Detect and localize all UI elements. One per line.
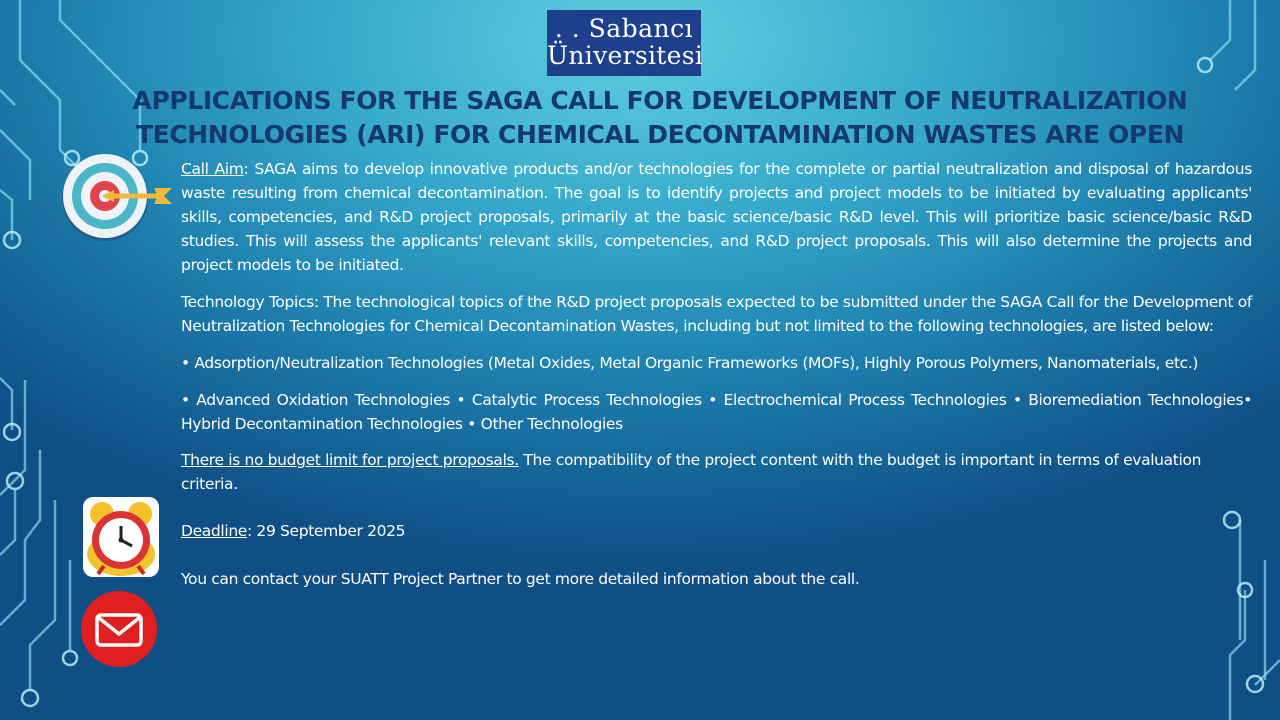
budget-label: There is no budget limit for project proposals.: [181, 451, 519, 469]
deadline-paragraph: [181, 519, 1252, 543]
call-content: [181, 157, 1252, 604]
budget-paragraph: [181, 448, 1221, 496]
page-title: APPLICATIONS FOR THE SAGA CALL FOR DEVELOPMENT OF NEUTRALIZATION TECHNOLOGIES (ARI) FOR CHEMICAL DECONTAMINATION WASTES ARE OPEN: [132, 86, 1188, 149]
call-aim-label: Call Aim: [181, 160, 244, 178]
mail-icon: [80, 590, 158, 668]
logo-line-2: Üniversitesi: [547, 41, 704, 70]
logo-line-1: . . Sabancı: [554, 14, 694, 43]
bullet-item-adsorption: • Adsorption/Neutralization Technologies (Metal Oxides, Metal Organic Frameworks (MOFs), Highly Porous Polymers, Nanomaterials, etc.): [181, 354, 1199, 372]
alarm-clock-icon: [82, 496, 160, 578]
technology-topics-paragraph: Technology Topics: The technological topics of the R&D project proposals expected to be submitted under the SAGA Call for the Development of Neutralization Technologies for Chemical Decontamination Wastes, including but not limited to the following technologies, are listed below:: [181, 293, 1252, 335]
budget-text: The compatibility of the project content with the budget is important in terms of evaluation criteria.: [181, 451, 1202, 493]
call-aim-paragraph: [181, 157, 1252, 277]
target-icon: [58, 152, 176, 242]
sabanci-university-logo: [547, 10, 704, 76]
deadline-text: : 29 September 2025: [246, 522, 406, 540]
call-aim-text: : SAGA aims to develop innovative products and/or technologies for the complete or partial neutralization and disposal of hazardous waste resulting from chemical decontamination. The goal is to identify projects and project models to be initiated by evaluating applicants' skills, competencies, and R&D project proposals, primarily at the basic science/basic R&D level. This will prioritize basic science/basic R&D studies. This will assess the applicants' relevant skills, competencies, and R&D project proposals. This will also determine the projects and project models to be initiated.: [181, 160, 1252, 274]
bullet-item-technologies: • Advanced Oxidation Technologies • Catalytic Process Technologies • Electrochemical Process Technologies • Bioremediation Technologies• Hybrid Decontamination Technologies • Other Technologies: [181, 391, 1252, 433]
contact-paragraph: You can contact your SUATT Project Partner to get more detailed information about the call.: [181, 570, 860, 588]
deadline-label: Deadline: [181, 522, 247, 540]
